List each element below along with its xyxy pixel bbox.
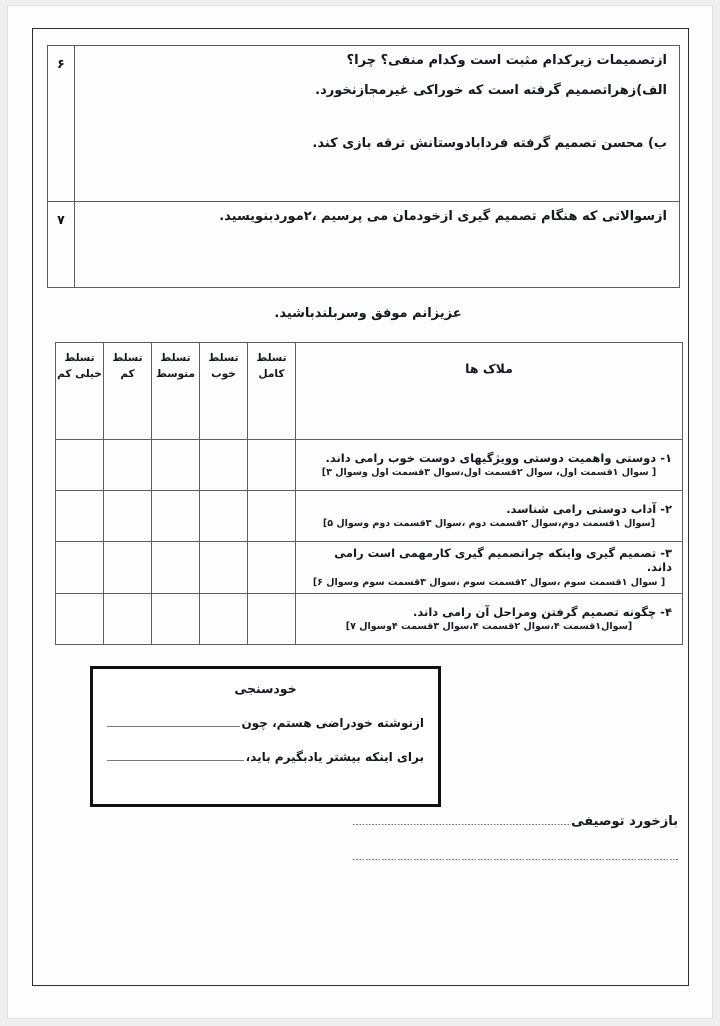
rubric-criterion-4-ref: [سوال۱قسمت ۴،سوال ۲قسمت ۴،سوال ۳قسمت ۴وسوال ۷] xyxy=(345,621,633,633)
rubric-criterion-2 xyxy=(296,491,683,542)
rubric-scale-header-full: تسلط کامل xyxy=(248,343,296,440)
greeting-text: عزیزانم موفق وسربلندباشید. xyxy=(274,306,462,321)
rubric-scale-header-medium: تسلط متوسط xyxy=(152,343,200,440)
rubric-mark-3-full[interactable] xyxy=(248,542,296,594)
questions-table xyxy=(47,45,680,288)
self-assessment-line-1-label: ازنوشته خودراضی هستم، چون xyxy=(241,716,424,730)
self-assessment-line-2-blank[interactable] xyxy=(107,751,244,761)
question-6-line-1: ازتصمیمات زیرکدام مثبت است وکدام منفی؟ چرا؟ xyxy=(346,53,667,68)
self-assessment-line-2-label: برای اینکه بیشتر یادبگیرم باید، xyxy=(245,750,424,764)
feedback-row-1 xyxy=(353,814,678,829)
rubric-criterion-4-text: ۴- چگونه تصمیم گرفتن ومراحل آن رامی داند. xyxy=(413,604,672,619)
question-6-number: ۶ xyxy=(48,46,75,202)
rubric-scale-header-low: تسلط کم xyxy=(104,343,152,440)
rubric-scale-header-verylow: تسلط خیلی کم xyxy=(56,343,104,440)
table-row xyxy=(56,440,683,491)
rubric-mark-2-full[interactable] xyxy=(248,491,296,542)
rubric-mark-2-verylow[interactable] xyxy=(56,491,104,542)
rubric-criterion-1-ref: [ سوال ۱قسمت اول، سوال ۲قسمت اول،سوال ۳قسمت اول وسوال ۳] xyxy=(321,467,657,479)
rubric-criterion-3 xyxy=(296,542,683,594)
rubric-mark-2-medium[interactable] xyxy=(152,491,200,542)
question-7-line-1: ازسوالاتی که هنگام تصمیم گیری ازخودمان می پرسیم ،۲موردبنویسید. xyxy=(219,209,667,224)
feedback-blank-line-1[interactable] xyxy=(353,824,571,825)
table-row xyxy=(48,202,680,288)
rubric-mark-1-good[interactable] xyxy=(200,440,248,491)
rubric-header-row xyxy=(56,343,683,440)
rubric-mark-1-medium[interactable] xyxy=(152,440,200,491)
rubric-mark-4-low[interactable] xyxy=(104,594,152,645)
rubric-mark-4-verylow[interactable] xyxy=(56,594,104,645)
rubric-mark-4-medium[interactable] xyxy=(152,594,200,645)
rubric-mark-4-full[interactable] xyxy=(248,594,296,645)
rubric-mark-2-good[interactable] xyxy=(200,491,248,542)
question-7-number: ۷ xyxy=(48,202,75,288)
self-assessment-line-2[interactable] xyxy=(107,750,424,764)
table-row xyxy=(56,594,683,645)
table-row xyxy=(48,46,680,202)
question-6-body xyxy=(75,46,680,202)
rubric-criterion-2-ref: [سوال ۱قسمت دوم،سوال ۲قسمت دوم ،سوال ۳قسمت دوم وسوال ۵] xyxy=(322,518,656,530)
self-assessment-line-1[interactable] xyxy=(107,716,424,730)
question-6-line-2: الف)زهراتصمیم گرفته است که خوراکی غیرمجازنخورد. xyxy=(315,82,667,98)
feedback-blank-line-2[interactable] xyxy=(353,859,678,860)
rubric-scale-header-good: تسلط خوب xyxy=(200,343,248,440)
page-sheet xyxy=(8,6,712,1018)
rubric-mark-3-low[interactable] xyxy=(104,542,152,594)
rubric-mark-3-medium[interactable] xyxy=(152,542,200,594)
rubric-criterion-2-text: ۲- آداب دوستی رامی شناسد. xyxy=(506,501,672,516)
self-assessment-line-1-blank[interactable] xyxy=(107,717,240,727)
rubric-mark-2-low[interactable] xyxy=(104,491,152,542)
feedback-label: بازخورد توصیفی xyxy=(571,814,678,829)
rubric-mark-1-full[interactable] xyxy=(248,440,296,491)
rubric-mark-1-verylow[interactable] xyxy=(56,440,104,491)
question-6-line-3: ب) محسن تصمیم گرفته فردابادوستانش ترقه بازی کند. xyxy=(312,136,667,152)
rubric-criterion-1-text: ۱- دوستی واهمیت دوستی وویژگیهای دوست خوب رامی داند. xyxy=(325,450,672,465)
table-row xyxy=(56,542,683,594)
rubric-mark-3-verylow[interactable] xyxy=(56,542,104,594)
rubric-criteria-header: ملاک ها xyxy=(296,343,683,440)
rubric-mark-1-low[interactable] xyxy=(104,440,152,491)
rubric-table xyxy=(55,342,683,645)
self-assessment-title: خودسنجی xyxy=(234,681,297,696)
feedback-section xyxy=(353,814,678,863)
rubric-criterion-3-ref: [ سوال ۱قسمت سوم ،سوال ۲قسمت سوم ،سوال ۳قسمت سوم وسوال ۶] xyxy=(312,576,666,588)
rubric-criterion-3-text: ۳- تصمیم گیری واینکه چراتصمیم گیری کارمهمی است رامی داند. xyxy=(334,546,672,575)
question-7-body xyxy=(75,202,680,288)
rubric-mark-3-good[interactable] xyxy=(200,542,248,594)
self-assessment-box xyxy=(90,666,441,807)
rubric-criterion-4 xyxy=(296,594,683,645)
rubric-criterion-1 xyxy=(296,440,683,491)
rubric-mark-4-good[interactable] xyxy=(200,594,248,645)
table-row xyxy=(56,491,683,542)
